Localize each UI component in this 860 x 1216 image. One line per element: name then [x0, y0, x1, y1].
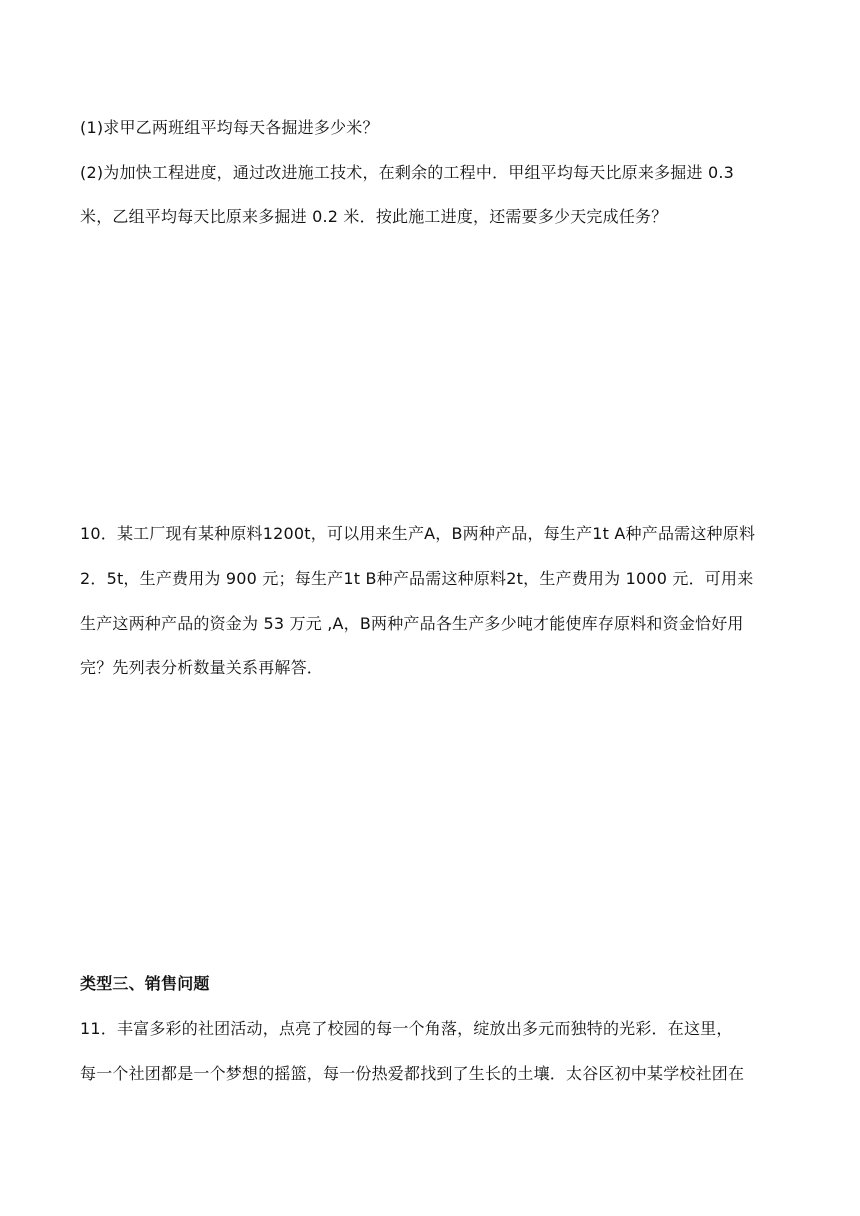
- question-11-line-2: 每一个社团都是一个梦想的摇篮，每一份热爱都找到了生长的土壤．太谷区初中某学校社团在: [80, 1064, 745, 1083]
- question-9-part-1: (1)求甲乙两班组平均每天各掘进多少米？: [80, 118, 379, 137]
- section-heading-sales: 类型三、销售问题: [80, 974, 210, 993]
- question-10-line-2: 2．5t，生产费用为 900 元；每生产1t B种产品需这种原料2t，生产费用为 1000 元．可用来: [80, 569, 754, 588]
- question-11-line-1: 11．丰富多彩的社团活动，点亮了校园的每一个角落，绽放出多元而独特的光彩．在这里，: [80, 1019, 733, 1038]
- question-9-part-2-line-2: 米，乙组平均每天比原来多掘进 0.2 米．按此施工进度，还需要多少天完成任务？: [80, 207, 668, 226]
- question-10-line-3: 生产这两种产品的资金为 53 万元 ,A，B两种产品各生产多少吨才能使库存原料和资金恰好用: [80, 614, 744, 633]
- question-10-line-1: 10．某工厂现有某种原料1200t，可以用来生产A，B两种产品，每生产1t A种产品需这种原料: [80, 524, 756, 543]
- question-9-part-2-line-1: (2)为加快工程进度，通过改进施工技术，在剩余的工程中．甲组平均每天比原来多掘进 0.3: [80, 163, 734, 182]
- question-10-line-4: 完？先列表分析数量关系再解答．: [80, 658, 324, 677]
